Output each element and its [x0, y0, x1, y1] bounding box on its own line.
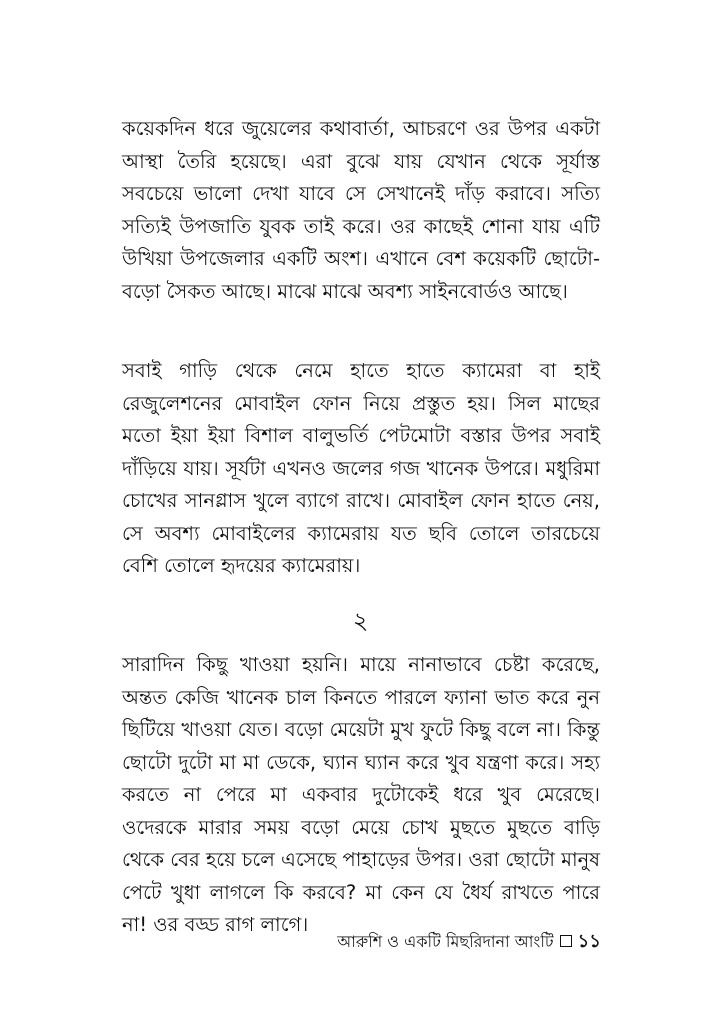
section-number: ২: [352, 607, 369, 635]
paragraph-3: সারাদিন কিছু খাওয়া হয়নি। মায়ে নানাভাবে চেষ্টা করেছে, অন্তত কেজি খানেক চাল কিনতে পারলে ফ্যানা ভাত করে নুন ছিটিয়ে খাওয়া যেত। বড়ো মেয়েটা মুখ ফুটে কিছু বলে না। কিন্তু ছোটো দুটো মা মা ডেকে, ঘ্যান ঘ্যান করে খুব যন্ত্রণা করে। সহ্য করতে না পেরে মা একবার দুটোকেই ধরে খুব মেরেছে। ওদেরকে মারার সময় বড়ো মেয়ে চোখ মুছতে মুছতে বাড়ি থেকে বের হয়ে চলে এসেছে পাহাড়ের উপর। ওরা ছোটো মানুষ পেটে খুধা লাগলে কি করবে? মা কেন যে ধৈর্য রাখতে পারে না! ওর বড্ড রাগ লাগে।: [122, 653, 600, 936]
running-footer: [337, 930, 601, 954]
square-separator-icon: [560, 935, 572, 947]
book-title: আরুশি ও একটি মিছরিদানা আংটি: [337, 932, 554, 951]
page-number: ১১: [577, 931, 601, 952]
paragraph-1: কয়েকদিন ধরে জুয়েলের কথাবার্তা, আচরণে ওর উপর একটা আস্থা তৈরি হয়েছে। এরা বুঝে যায় যেখান থেকে সূর্যাস্ত সবচেয়ে ভালো দেখা যাবে সে সেখানেই দাঁড় করাবে। সত্যি সত্যিই উপজাতি যুবক তাই করে। ওর কাছেই শোনা যায় এটি উখিয়া উপজেলার একটি অংশ। এখানে বেশ কয়েকটি ছোটো-বড়ো সৈকত আছে। মাঝে মাঝে অবশ্য সাইনবোর্ডও আছে।: [122, 117, 600, 303]
paragraph-2: সবাই গাড়ি থেকে নেমে হাতে হাতে ক্যামেরা বা হাই রেজুলেশনের মোবাইল ফোন নিয়ে প্রস্তুত হয়। সিল মাছের মতো ইয়া ইয়া বিশাল বালুভর্তি পেটমোটা বস্তার উপর সবাই দাঁড়িয়ে যায়। সূর্যটা এখনও জলের গজ খানেক উপরে। মধুরিমা চোখের সানগ্লাস খুলে ব্যাগে রাখে। মোবাইল ফোন হাতে নেয়, সে অবশ্য মোবাইলের ক্যামেরায় যত ছবি তোলে তারচেয়ে বেশি তোলে হৃদয়ের ক্যামেরায়।: [122, 359, 600, 577]
